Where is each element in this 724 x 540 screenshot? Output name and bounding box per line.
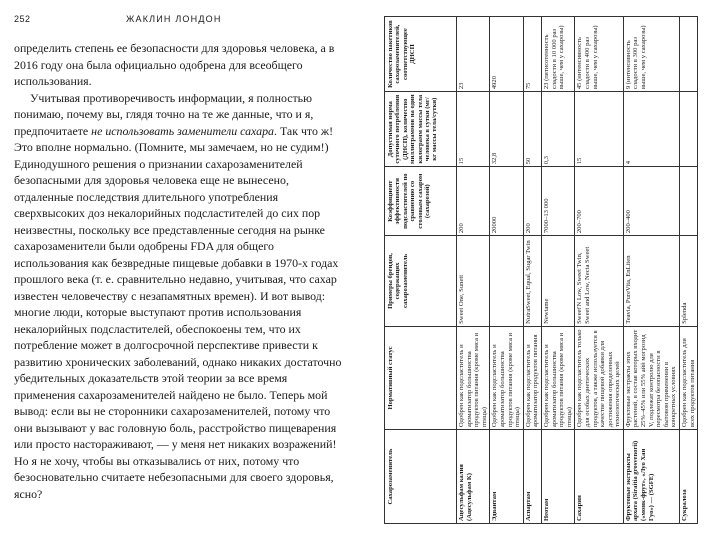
- cell-sweetener: Сахарин: [575, 430, 624, 524]
- table-row: [680, 17, 698, 524]
- table-row: [490, 17, 523, 524]
- cell-status: Одобрен как подсластитель и ароматизатор большинства продуктов питания (кроме мяса и птицы): [541, 326, 574, 429]
- header-status: Нормативный статус: [385, 326, 457, 429]
- cell-brands: Sweet'N Low, Sweet Twin, Sweet and Low, Necta Sweet: [575, 236, 624, 327]
- table-row: [541, 17, 574, 524]
- cell-brands: Newtame: [541, 236, 574, 327]
- header-sweetener: Сахарозаменитель: [385, 430, 457, 524]
- cell-status: Фруктовые экстракты этих растений, в состав которых входит 25%–45% или 55% айй могрозид V, подлежат контролю для пересмотра безопасности в бытовом применении в конкретных условиях: [623, 326, 679, 429]
- cell-sweetness: 200–400: [623, 167, 679, 236]
- table-row: [457, 17, 490, 524]
- cell-adi: 15: [575, 92, 624, 167]
- table-row: [575, 17, 624, 524]
- paragraph-1: определить степень ее безопасности для здоровья человека, а в 2016 году она была официально одобрена для всеобщего использования.: [14, 41, 335, 88]
- running-head: [14, 14, 352, 26]
- cell-packets: 23: [457, 17, 490, 92]
- cell-sweetener: Эдвантам: [490, 430, 523, 524]
- header-packets: Количество пакетиков сахарозаменителей, соответствующее ДНСП: [385, 17, 457, 92]
- cell-status: Одобрен как подсластитель только для особых диетических продуктов, а также используется в качестве пищевой добавки для достижения определенных технологических целей: [575, 326, 624, 429]
- cell-adi: 0,3: [541, 92, 574, 167]
- cell-brands: Splenda: [680, 236, 698, 327]
- cell-adi: 15: [457, 92, 490, 167]
- cell-sweetness: [680, 167, 698, 236]
- cell-brands: Sweet One, Sunett: [457, 236, 490, 327]
- cell-adi: 50: [523, 92, 541, 167]
- header-adi: Допустимая норма суточного потребления (ДНСП), количество миллиграммов на один килограмм массы тела человека в сутки (мг/кг массы тела/сутки): [385, 92, 457, 167]
- cell-brands: [490, 236, 523, 327]
- table-row: [523, 17, 541, 524]
- page-number: 252: [14, 14, 31, 24]
- cell-sweetness: 200–700: [575, 167, 624, 236]
- table-header-row: [385, 17, 457, 524]
- paragraph-2-start: Учитывая противоречивость информации, я полностью понимаю, почему вы, глядя точно на те же данные, что и я, предпочитаете: [14, 90, 314, 138]
- cell-packets: 75: [523, 17, 541, 92]
- cell-sweetness: 20000: [490, 167, 523, 236]
- cell-sweetness: 200: [523, 167, 541, 236]
- cell-sweetener: Неотам: [541, 430, 574, 524]
- cell-packets: 9 (интенсивность сладости в 300 раз выше, чем у сахарозы): [623, 17, 679, 92]
- cell-status: Одобрен как подсластитель и ароматизатор большинства продуктов питания (кроме мяса и птицы): [457, 326, 490, 429]
- cell-sweetener: Фруктовые экстракты архата (Siraitia grosvenorii) («монк-фрут», «Луо Хан Гуо») — (SGFE): [623, 430, 679, 524]
- table-row: [623, 17, 679, 524]
- rotated-table-wrapper: [384, 16, 706, 524]
- right-page: [384, 16, 706, 524]
- cell-packets: [680, 17, 698, 92]
- body-text: [14, 40, 344, 502]
- cell-sweetener: Сукралоза: [680, 430, 698, 524]
- cell-brands: NutraSweet, Equal, Sugar Twin: [523, 236, 541, 327]
- header-brands: Примеры брендов, содержащих сахарозаменитель: [385, 236, 457, 327]
- cell-packets: 45 (интенсивность сладости в 400 раз выше, чем у сахарозы): [575, 17, 624, 92]
- cell-adi: 32,8: [490, 92, 523, 167]
- cell-sweetness: 200: [457, 167, 490, 236]
- cell-sweetness: 7000–13 000: [541, 167, 574, 236]
- cell-packets: 4920: [490, 17, 523, 92]
- cell-status: Одобрен как подсластитель для всех продуктов питания: [680, 326, 698, 429]
- running-title: ЖАКЛИН ЛОНДОН: [126, 14, 222, 24]
- cell-status: Одобрен как подсластитель и ароматизатор продуктов питания: [523, 326, 541, 429]
- cell-adi: 4: [623, 92, 679, 167]
- cell-packets: 23 (пятисотенность сладости в 10 000 раз выше, чем у сахарозы): [541, 17, 574, 92]
- paragraph-2-italic: не использовать заменители сахара: [91, 123, 274, 138]
- cell-status: Одобрен как подсластитель и ароматизатор большинства продуктов питания (кроме мяса и птицы): [490, 326, 523, 429]
- paragraph-2-end: . Так что ж! Это вполне нормально. (Помните, мы замечаем, но не судим!) Единодушного решения о признании сахарозаменителей безопасными для здоровья человека еще не вынесено, отдаленные последствия длительного употребления сверхвысоких доз некалорийных подсластителей до сих пор неизвестны, поскольку все представленные сегодня на рынке сахарозаменители были одобрены FDA для общего использования как безвредные пищевые добавки в 1970-х годах прошлого века (т. е. сравнительно недавно, учитывая, что сахар известен человечеству с незапамятных времен). И вот вывод: многие люди, которые выступают против использования некалорийных подсластителей, обеспокоены тем, что их потребление может в долгосрочной перспективе привести к развитию хронических заболеваний, однако никаких достаточно убедительных доказательств этой теории за все время применения сахарозаменителей найдено не было. Теперь мой вывод: если вы не сторонники сахарозаменителей, потому что они вызывают у вас головную боль, расстройство пищеварения или просто настораживают, — у меня нет никаких возражений! Но я не хочу, чтобы вы отказывались от них, потому что безосновательно считаете небезопасными для своего здоровья, ясно?: [14, 123, 342, 501]
- sweeteners-table: [384, 16, 698, 524]
- cell-sweetener: Аспартам: [523, 430, 541, 524]
- cell-sweetener: Ацесульфам калия (Ацесульфам К): [457, 430, 490, 524]
- paragraph-2: [14, 90, 344, 503]
- header-sweetness: Коэффициент эффективности подсластителей по сравнению со столовым сахаром (сахарозой): [385, 167, 457, 236]
- cell-brands: Teavia, PureVita, EnLiten: [623, 236, 679, 327]
- cell-adi: [680, 92, 698, 167]
